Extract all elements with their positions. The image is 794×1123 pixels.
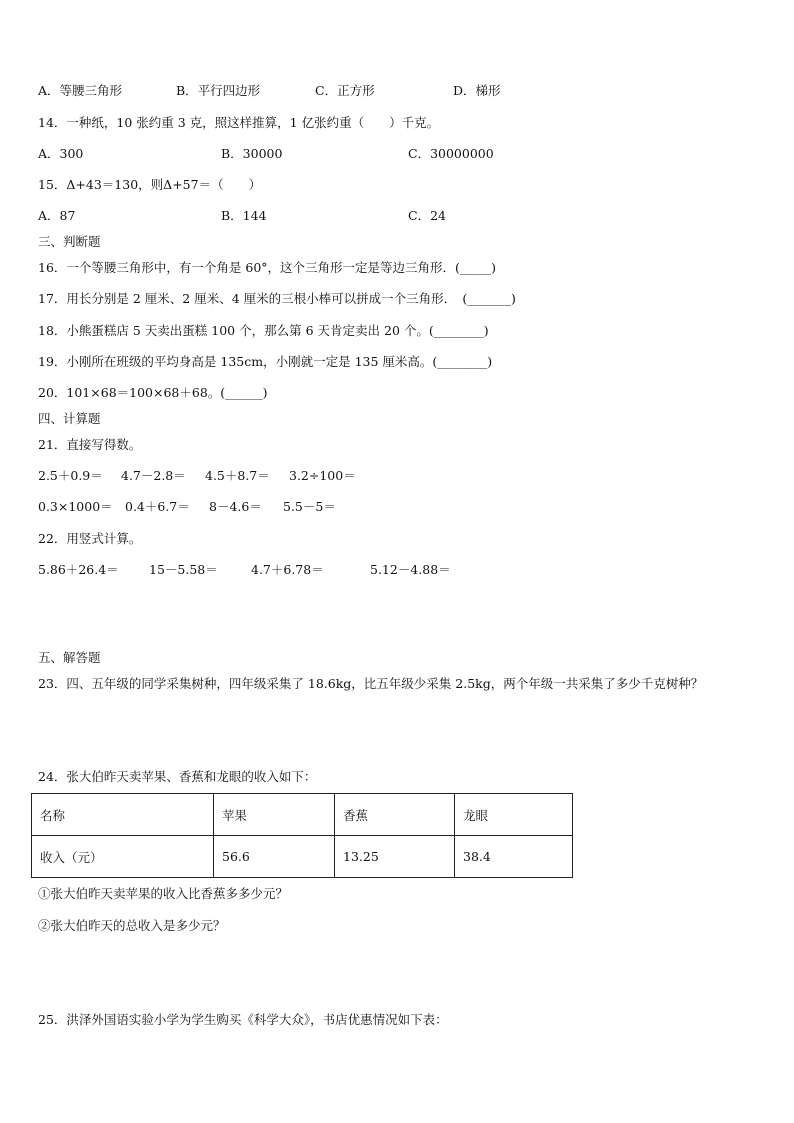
section-3-title: 三、判断题 xyxy=(38,234,101,249)
q21-item: 4.7－2.8＝ xyxy=(121,468,186,483)
q21-question: 21．直接写得数。 xyxy=(38,437,142,452)
q21-item: 2.5＋0.9＝ xyxy=(38,468,103,483)
q15-option-a: A．87 xyxy=(38,208,76,223)
q14-option-b: B．30000 xyxy=(221,146,283,161)
q14-question: 14．一种纸，10 张约重 3 克，照这样推算，1 亿张约重（ ）千克。 xyxy=(38,115,440,130)
q15-option-c: C．24 xyxy=(408,208,446,223)
q22-item: 4.7＋6.78＝ xyxy=(251,562,324,577)
q25-question: 25．洪泽外国语实验小学为学生购买《科学大众》，书店优惠情况如下表： xyxy=(38,1012,448,1027)
q20-question: 20．101×68＝100×68＋68。(______) xyxy=(38,385,268,400)
q22-item: 5.12－4.88＝ xyxy=(370,562,451,577)
q21-item: 3.2÷100＝ xyxy=(289,468,356,483)
q14-option-c: C．30000000 xyxy=(408,146,494,161)
q22-question: 22．用竖式计算。 xyxy=(38,531,142,546)
income-table xyxy=(31,793,573,878)
q13-option-c: C．正方形 xyxy=(315,83,375,98)
q21-item: 0.4＋6.7＝ xyxy=(125,499,190,514)
q22-item: 5.86＋26.4＝ xyxy=(38,562,119,577)
q21-item: 5.5－5＝ xyxy=(283,499,336,514)
q17-question: 17．用长分别是 2 厘米、2 厘米、4 厘米的三根小棒可以拼成一个三角形． (_______) xyxy=(38,291,516,306)
q13-option-b: B．平行四边形 xyxy=(176,83,261,98)
q22-item: 15－5.58＝ xyxy=(149,562,218,577)
table-cell: 香蕉 xyxy=(335,794,455,836)
q21-item: 4.5＋8.7＝ xyxy=(205,468,270,483)
table-cell: 56.6 xyxy=(214,836,335,878)
table-row xyxy=(32,794,573,836)
table-cell: 38.4 xyxy=(455,836,573,878)
q24-sub-question-2: ②张大伯昨天的总收入是多少元？ xyxy=(38,918,226,933)
section-4-title: 四、计算题 xyxy=(38,411,101,426)
q13-option-d: D．梯形 xyxy=(453,83,501,98)
q24-question: 24．张大伯昨天卖苹果、香蕉和龙眼的收入如下： xyxy=(38,769,317,784)
table-cell: 13.25 xyxy=(335,836,455,878)
q23-question: 23．四、五年级的同学采集树种，四年级采集了 18.6kg，比五年级少采集 2.5kg，两个年级一共采集了多少千克树种？ xyxy=(38,676,704,691)
q18-question: 18．小熊蛋糕店 5 天卖出蛋糕 100 个，那么第 6 天肯定卖出 20 个。(________) xyxy=(38,323,489,338)
q15-question: 15．Δ+43＝130，则Δ+57＝（ ） xyxy=(38,177,262,192)
q16-question: 16．一个等腰三角形中，有一个角是 60°，这个三角形一定是等边三角形．(_____) xyxy=(38,260,497,275)
q13-option-a: A．等腰三角形 xyxy=(38,83,123,98)
table-row xyxy=(32,836,573,878)
table-cell: 龙眼 xyxy=(455,794,573,836)
q21-item: 0.3×1000＝ xyxy=(38,499,113,514)
table-cell: 收入（元） xyxy=(32,836,214,878)
q24-sub-question-1: ①张大伯昨天卖苹果的收入比香蕉多多少元？ xyxy=(38,886,289,901)
q15-option-b: B．144 xyxy=(221,208,267,223)
table-cell: 苹果 xyxy=(214,794,335,836)
q14-option-a: A．300 xyxy=(38,146,84,161)
q19-question: 19．小刚所在班级的平均身高是 135cm，小刚就一定是 135 厘米高。(________) xyxy=(38,354,493,369)
q21-item: 8－4.6＝ xyxy=(209,499,262,514)
table-cell: 名称 xyxy=(32,794,214,836)
section-5-title: 五、解答题 xyxy=(38,650,101,665)
